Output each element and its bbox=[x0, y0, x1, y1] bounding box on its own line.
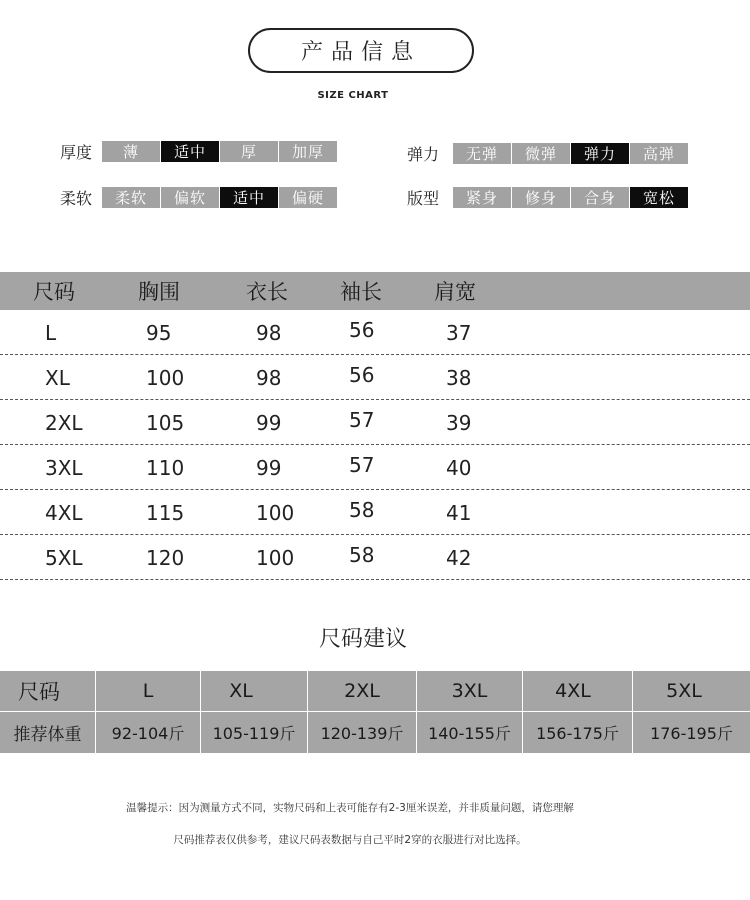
cell-length: 100 bbox=[256, 501, 295, 525]
recommendation-table bbox=[0, 671, 750, 753]
attr-softness-option: 柔软 bbox=[102, 187, 160, 208]
header-size: 尺码 bbox=[33, 280, 75, 304]
cell-shoulder: 42 bbox=[446, 546, 472, 570]
rec-size: L bbox=[142, 680, 154, 702]
rec-size: 2XL bbox=[344, 680, 380, 702]
attr-softness bbox=[60, 186, 338, 208]
attr-fit-option: 紧身 bbox=[453, 187, 511, 208]
rec-weight: 120-139斤 bbox=[320, 724, 404, 743]
cell-length: 99 bbox=[256, 456, 282, 480]
cell-shoulder: 40 bbox=[446, 456, 472, 480]
header-chest: 胸围 bbox=[138, 280, 180, 304]
cell-sleeve: 57 bbox=[349, 453, 375, 477]
cell-length: 98 bbox=[256, 321, 282, 345]
attr-softness-label: 柔软 bbox=[60, 188, 93, 208]
rec-size: 4XL bbox=[555, 680, 591, 702]
attr-thickness-option-selected: 适中 bbox=[161, 141, 219, 162]
size-chart-subtitle: SIZE CHART bbox=[317, 90, 389, 101]
rec-label-size: 尺码 bbox=[18, 680, 60, 704]
cell-size: 5XL bbox=[45, 546, 83, 570]
table-row bbox=[0, 310, 750, 355]
cell-shoulder: 37 bbox=[446, 321, 472, 345]
table-row bbox=[0, 400, 750, 445]
cell-chest: 105 bbox=[146, 411, 185, 435]
attr-fit-option-selected: 宽松 bbox=[630, 187, 688, 208]
attr-fit-option: 修身 bbox=[512, 187, 570, 208]
rec-weight: 140-155斤 bbox=[428, 724, 511, 743]
attr-elasticity-option-selected: 弹力 bbox=[571, 143, 629, 164]
attr-elasticity-option: 高弹 bbox=[630, 143, 688, 164]
attr-fit-option: 合身 bbox=[571, 187, 629, 208]
size-table bbox=[0, 272, 750, 580]
cell-size: 2XL bbox=[45, 411, 83, 435]
rec-size: 3XL bbox=[451, 680, 488, 702]
attr-thickness bbox=[60, 140, 338, 162]
attr-thickness-label: 厚度 bbox=[60, 142, 93, 162]
cell-length: 98 bbox=[256, 366, 282, 390]
attr-elasticity-label: 弹力 bbox=[407, 144, 440, 164]
cell-shoulder: 39 bbox=[446, 411, 472, 435]
cell-size: XL bbox=[45, 366, 70, 390]
cell-sleeve: 58 bbox=[349, 498, 375, 522]
cell-size: 4XL bbox=[45, 501, 83, 525]
cell-chest: 120 bbox=[146, 546, 185, 570]
attr-thickness-option: 薄 bbox=[102, 141, 160, 162]
page-title bbox=[248, 28, 474, 73]
attr-elasticity-option: 微弹 bbox=[512, 143, 570, 164]
table-row bbox=[0, 445, 750, 490]
attr-elasticity-option: 无弹 bbox=[453, 143, 511, 164]
note-line: 温馨提示：因为测量方式不同，实物尺码和上表可能存有2-3厘米误差，并非质量问题，请您理解 bbox=[126, 802, 574, 814]
cell-shoulder: 38 bbox=[446, 366, 472, 390]
attr-softness-option: 偏硬 bbox=[279, 187, 337, 208]
attr-elasticity bbox=[407, 142, 689, 164]
cell-chest: 95 bbox=[146, 321, 172, 345]
cell-shoulder: 41 bbox=[446, 501, 472, 525]
header-length: 衣长 bbox=[246, 280, 288, 304]
attr-softness-option: 偏软 bbox=[161, 187, 219, 208]
cell-length: 99 bbox=[256, 411, 282, 435]
cell-chest: 115 bbox=[146, 501, 185, 525]
attr-thickness-option: 厚 bbox=[220, 141, 278, 162]
table-row bbox=[0, 355, 750, 400]
rec-weight: 105-119斤 bbox=[212, 724, 296, 743]
cell-sleeve: 56 bbox=[349, 318, 375, 342]
size-table-header bbox=[0, 272, 750, 310]
page-title-text: 产品信息 bbox=[300, 40, 421, 65]
rec-size: 5XL bbox=[666, 680, 702, 702]
cell-sleeve: 58 bbox=[349, 543, 375, 567]
rec-weight: 176-195斤 bbox=[650, 724, 733, 743]
recommendation-title: 尺码建议 bbox=[318, 627, 407, 652]
cell-size: 3XL bbox=[45, 456, 83, 480]
header-sleeve: 袖长 bbox=[340, 280, 382, 304]
rec-label-weight: 推荐体重 bbox=[13, 725, 82, 745]
cell-length: 100 bbox=[256, 546, 295, 570]
attr-thickness-option: 加厚 bbox=[279, 141, 337, 162]
table-row bbox=[0, 535, 750, 580]
header-shoulder: 肩宽 bbox=[434, 280, 476, 304]
cell-size: L bbox=[45, 321, 57, 345]
rec-weight: 156-175斤 bbox=[536, 724, 619, 743]
table-row bbox=[0, 490, 750, 535]
attr-softness-option-selected: 适中 bbox=[220, 187, 278, 208]
cell-chest: 100 bbox=[146, 366, 185, 390]
attr-fit-label: 版型 bbox=[407, 188, 440, 208]
rec-weight: 92-104斤 bbox=[111, 724, 185, 743]
attr-fit bbox=[407, 186, 689, 208]
cell-sleeve: 56 bbox=[349, 363, 375, 387]
note-line: 尺码推荐表仅供参考，建议尺码表数据与自己平时2穿的衣服进行对比选择。 bbox=[173, 834, 527, 846]
rec-size: XL bbox=[229, 680, 253, 702]
cell-sleeve: 57 bbox=[349, 408, 375, 432]
cell-chest: 110 bbox=[146, 456, 185, 480]
